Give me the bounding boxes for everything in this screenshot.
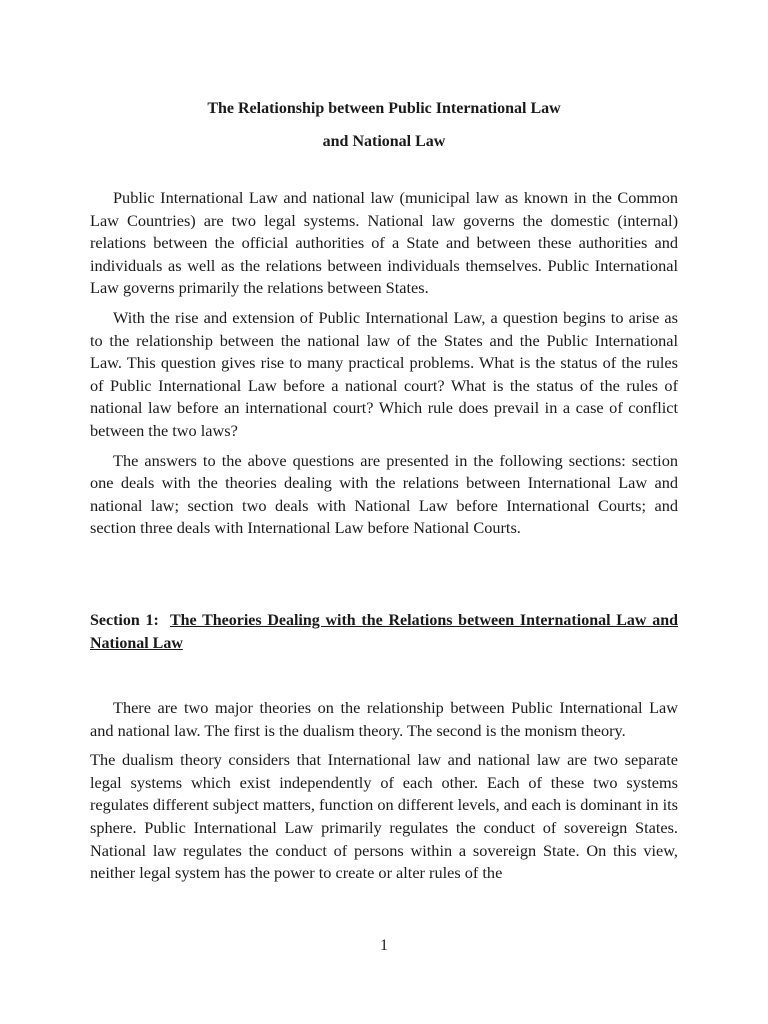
intro-paragraph-3: The answers to the above questions are presented in the following sections: section one deals with the theories dealing with the relations between International Law and national law; section two deals with National Law before International Courts; and section three deals with International Law before National Courts. xyxy=(90,450,678,538)
section-1-paragraph-2: The dualism theory considers that International law and national law are two separate legal systems which exist independently of each other. Each of these two systems regulates different subject matters, function on different levels, and each is dominant in its sphere. Public International Law primarily regulates the conduct of sovereign States. National law regulates the conduct of persons within a sovereign State. On this view, neither legal system has the power to create or alter rules of the xyxy=(90,750,678,883)
title-line-2: and National Law xyxy=(322,133,446,150)
document-title xyxy=(90,92,678,158)
section-1-paragraph-1: There are two major theories on the relationship between Public International Law and national law. The first is the dualism theory. The second is the monism theory. xyxy=(90,698,678,740)
title-line-1: The Relationship between Public International Law xyxy=(207,100,561,117)
intro-paragraph-1: Public International Law and national law (municipal law as known in the Common Law Countries) are two legal systems. National law governs the domestic (internal) relations between the official authorities of a State and between these authorities and individuals as well as the relations between individuals themselves. Public International Law governs primarily the relations between States. xyxy=(90,188,678,298)
intro-section xyxy=(90,187,678,547)
page-number: 1 xyxy=(380,937,388,954)
section-1-title: The Theories Dealing with the Relations between International Law and National Law xyxy=(90,612,679,652)
section-1-body xyxy=(90,697,678,892)
section-1-label: Section 1: xyxy=(90,612,159,629)
section-1-heading xyxy=(90,610,678,655)
intro-paragraph-2: With the rise and extension of Public International Law, a question begins to arise as to the relationship between the national law of the States and the Public International Law. This question gives rise to many practical problems. What is the status of the rules of Public International Law before a national court? What is the status of the rules of national law before an international court? Which rule does prevail in a case of conflict between the two laws? xyxy=(90,307,678,440)
